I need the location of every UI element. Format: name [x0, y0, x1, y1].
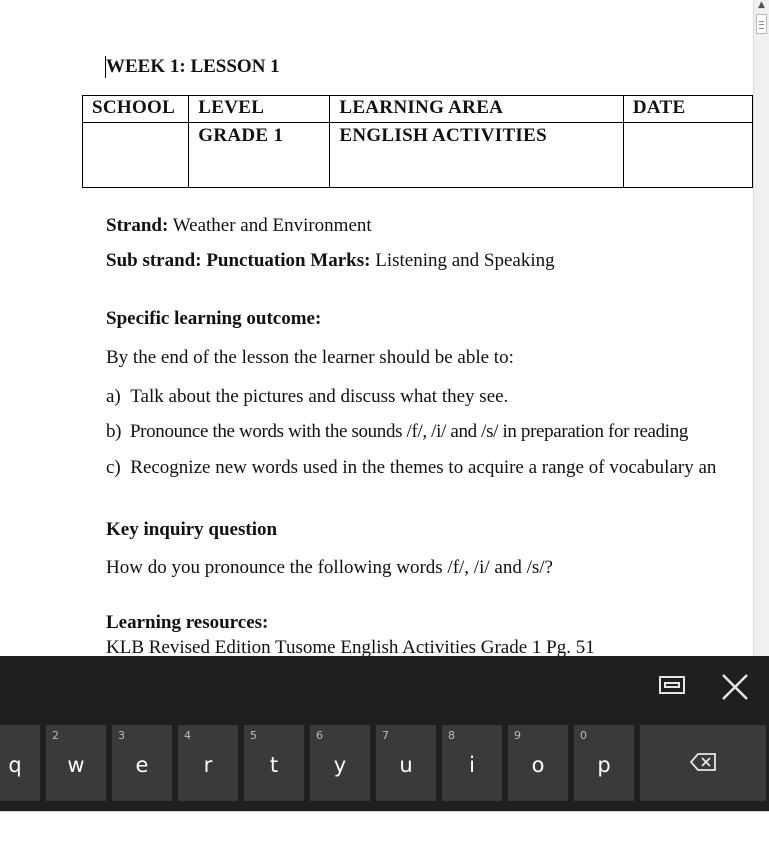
key-i[interactable]: 8 i — [442, 725, 502, 801]
keyboard-next-row-edge — [0, 811, 769, 812]
strand-label: Strand: — [106, 215, 169, 236]
table-cell-school — [83, 123, 189, 188]
key-w[interactable]: 2 w — [46, 725, 106, 801]
table-header-school: SCHOOL — [83, 96, 189, 123]
outcome-intro: By the end of the lesson the learner should be able to: — [106, 347, 514, 368]
scroll-up-arrow-icon[interactable]: ▲ — [758, 0, 765, 10]
outcome-text: Recognize new words used in the themes to acquire a range of vocabulary an — [130, 457, 717, 478]
close-icon[interactable] — [721, 673, 749, 701]
lesson-heading: WEEK 1: LESSON 1 — [106, 56, 280, 77]
table-cell-date — [623, 123, 752, 188]
keyboard-dock-icon[interactable] — [659, 675, 685, 695]
resources-title: Learning resources: — [106, 612, 269, 633]
key-r[interactable]: 4 r — [178, 725, 238, 801]
outcome-marker: c) — [106, 457, 121, 478]
inquiry-text: How do you pronounce the following words /f/, /i/ and /s/? — [106, 557, 553, 578]
key-p[interactable]: 0 p — [574, 725, 634, 801]
touch-keyboard — [0, 656, 769, 811]
outcome-title: Specific learning outcome: — [106, 308, 322, 329]
lesson-info-table — [82, 95, 753, 188]
key-q[interactable]: q — [0, 725, 40, 801]
backspace-icon — [690, 753, 716, 775]
outcome-marker: a) — [106, 386, 121, 407]
table-header-level: LEVEL — [189, 96, 330, 123]
table-cell-level: GRADE 1 — [189, 123, 330, 188]
scroll-thumb[interactable] — [756, 14, 767, 34]
substrand-value: Listening and Speaking — [375, 250, 555, 271]
outcome-item — [106, 386, 508, 408]
inquiry-title: Key inquiry question — [106, 519, 278, 540]
resources-text: KLB Revised Edition Tusome English Activities Grade 1 Pg. 51 — [106, 637, 595, 656]
key-u[interactable]: 7 u — [376, 725, 436, 801]
outcome-item — [106, 457, 716, 479]
outcome-item — [106, 421, 688, 443]
key-y[interactable]: 6 y — [310, 725, 370, 801]
table-header-date: DATE — [623, 96, 752, 123]
table-cell-learning-area: ENGLISH ACTIVITIES — [330, 123, 624, 188]
outcome-text: Pronounce the words with the sounds /f/, /i/ and /s/ in preparation for reading — [129, 421, 689, 442]
outcome-text: Talk about the pictures and discuss what they see. — [130, 386, 509, 407]
key-backspace[interactable] — [640, 725, 766, 801]
outcome-marker: b) — [106, 421, 122, 442]
key-o[interactable]: 9 o — [508, 725, 568, 801]
vertical-scrollbar[interactable] — [753, 0, 769, 656]
key-t[interactable]: 5 t — [244, 725, 304, 801]
strand-value: Weather and Environment — [172, 215, 372, 236]
substrand-label: Sub strand: Punctuation Marks: — [106, 250, 371, 271]
table-header-learning-area: LEARNING AREA — [330, 96, 624, 123]
substrand-line — [106, 250, 555, 272]
strand-line — [106, 215, 372, 237]
key-e[interactable]: 3 e — [112, 725, 172, 801]
